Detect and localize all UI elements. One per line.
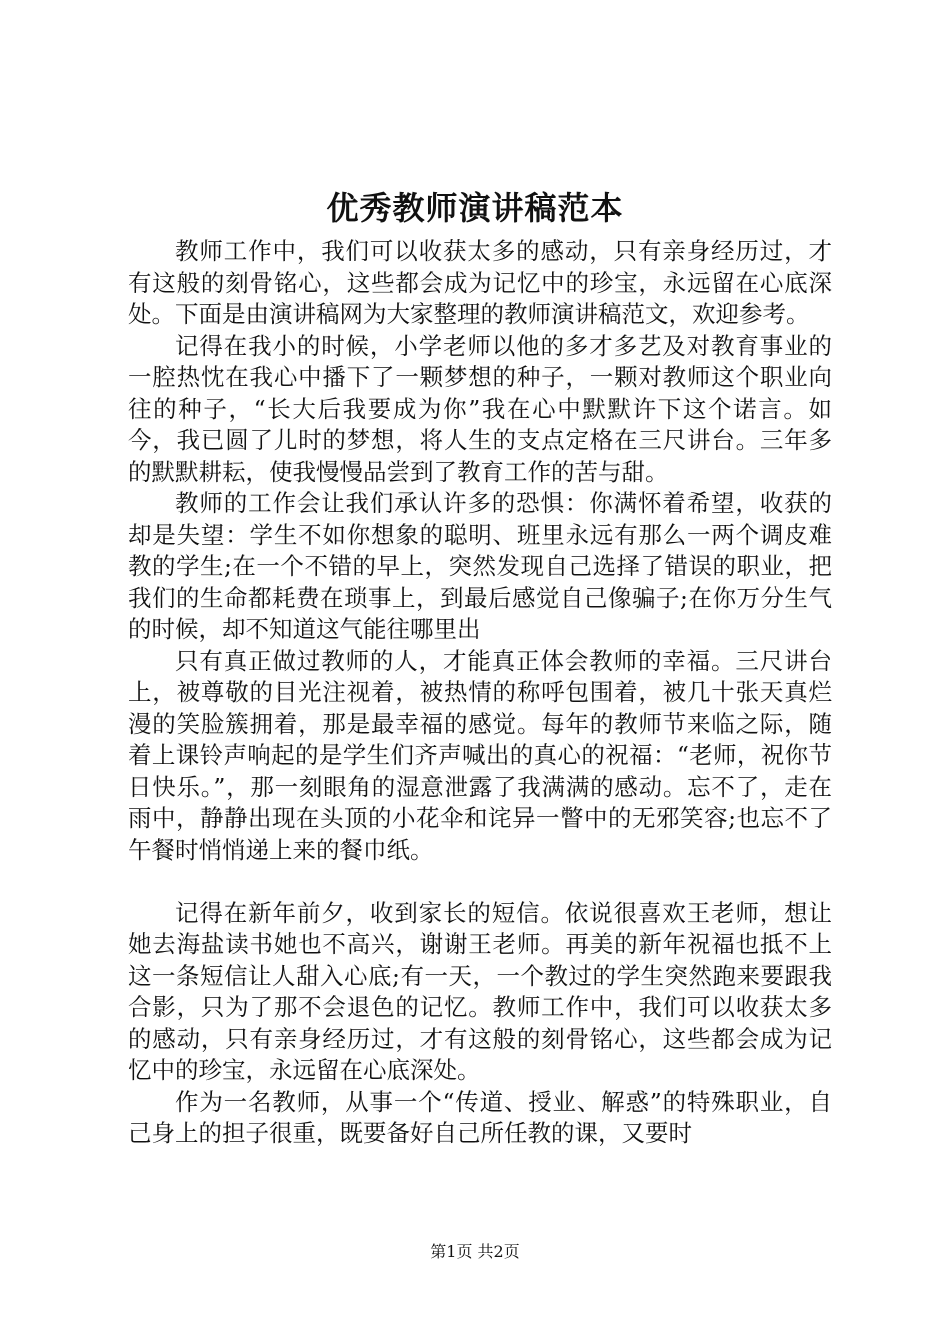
paragraph-5: 记得在新年前夕，收到家长的短信。依说很喜欢王老师，想让她去海盐读书她也不高兴，谢谢王老师。再美的新年祝福也抵不上这一条短信让人甜入心底;有一天，一个教过的学生突然跑来要跟我合影，只为了那不会退色的记忆。教师工作中，我们可以收获太多的感动，只有亲身经历过，才有这般的刻骨铭心，这些都会成为记忆中的珍宝，永远留在心底深处。 bbox=[128, 898, 832, 1084]
paragraph-2: 记得在我小的时候，小学老师以他的多才多艺及对教育事业的一腔热忱在我心中播下了一颗梦想的种子，一颗对教师这个职业向往的种子，“长大后我要成为你”我在心中默默许下这个诺言。如今，我已圆了儿时的梦想，将人生的支点定格在三尺讲台。三年多的默默耕耘，使我慢慢品尝到了教育工作的苦与甜。 bbox=[128, 331, 832, 486]
paragraph-3: 教师的工作会让我们承认许多的恐惧：你满怀着希望，收获的却是失望：学生不如你想象的聪明、班里永远有那么一两个调皮难教的学生;在一个不错的早上，突然发现自己选择了错误的职业，把我们的生命都耗费在琐事上，到最后感觉自己像骗子;在你万分生气的时候，却不知道这气能往哪里出 bbox=[128, 489, 832, 643]
paragraph-6: 作为一名教师，从事一个“传道、授业、解惑”的特殊职业，自己身上的担子很重，既要备好自己所任教的课，又要时 bbox=[128, 1087, 832, 1147]
page-footer: 第1页 共2页 bbox=[430, 1242, 520, 1261]
paragraph-1: 教师工作中，我们可以收获太多的感动，只有亲身经历过，才有这般的刻骨铭心，这些都会成为记忆中的珍宝，永远留在心底深处。下面是由演讲稿网为大家整理的教师演讲稿范文，欢迎参考。 bbox=[128, 237, 832, 328]
document-title: 优秀教师演讲稿范本 bbox=[326, 189, 624, 227]
paragraph-4: 只有真正做过教师的人，才能真正体会教师的幸福。三尺讲台上，被尊敬的目光注视着，被热情的称呼包围着，被几十张天真烂漫的笑脸簇拥着，那是最幸福的感觉。每年的教师节来临之际，随着上课铃声响起的是学生们齐声喊出的真心的祝福：“老师，祝你节日快乐。”，那一刻眼角的湿意泄露了我满满的感动。忘不了，走在雨中，静静出现在头顶的小花伞和诧异一瞥中的无邪笑容;也忘不了午餐时悄悄递上来的餐巾纸。 bbox=[128, 646, 832, 864]
document-body bbox=[128, 236, 832, 1150]
